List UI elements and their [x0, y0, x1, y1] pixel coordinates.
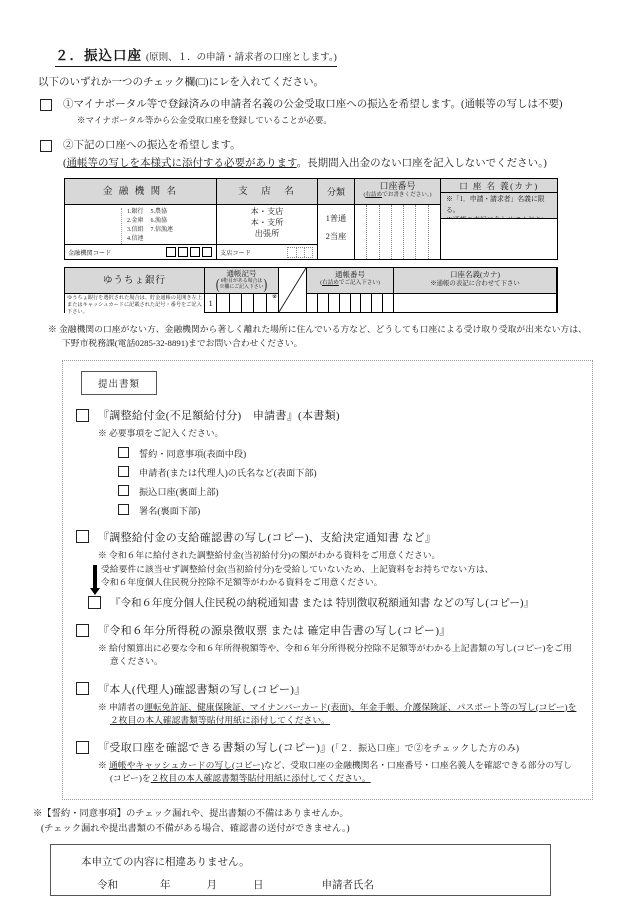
- option1-label: ①マイナポータル等で登録済みの申請者名義の公金受取口座への振込を希望します。(通帳等の写しは不要): [63, 99, 563, 110]
- option2-note-open: (: [63, 158, 67, 170]
- intro-text: 以下のいずれか一つのチェック欄(□)にレを入れてください。: [38, 77, 325, 88]
- digit-cell[interactable]: [317, 294, 328, 312]
- digit-cell[interactable]: [428, 205, 440, 259]
- branch-name-column: [217, 179, 318, 259]
- document-item-1: [75, 407, 580, 516]
- digit-cell[interactable]: [339, 294, 350, 312]
- digit-cell[interactable]: [178, 247, 188, 257]
- digit-cell[interactable]: [366, 205, 378, 259]
- yucho-number-note: (右詰めでご記入下さい): [320, 280, 380, 287]
- yucho-holder-header: [394, 268, 556, 294]
- yucho-table: [64, 267, 558, 316]
- item5-title: 『受取口座を確認できる書類の写し(コピー)』(「２．振込口座」で②をチェックした方のみ): [98, 742, 520, 755]
- holder-name-header: 口 座 名 義(カナ): [441, 179, 557, 193]
- item3-checkbox[interactable]: [76, 624, 89, 637]
- yucho-symbol-header: [205, 268, 278, 294]
- item2-note1: ※ 令和６年に給付された調整給付金(当初給付分)の額がわかる資料をご用意ください。: [98, 549, 441, 560]
- digit-cell[interactable]: [328, 294, 339, 312]
- document-item-4: [75, 681, 580, 727]
- branch-code-boxes: [287, 247, 313, 258]
- bank-type-item: 6.漁協: [150, 218, 168, 225]
- yucho-bank-header: ゆうちょ銀行: [65, 268, 204, 294]
- yucho-symbol-note-lines: 6桁目がある場合は ※欄にご記入下さい: [219, 279, 264, 291]
- digit-cell[interactable]: [216, 294, 228, 312]
- item1-sub1-label: 誓約・同意事項(表面中段): [139, 448, 247, 459]
- yucho-bank-column: [65, 268, 205, 316]
- digit-cell[interactable]: [379, 205, 391, 259]
- digit-cell[interactable]: [350, 294, 361, 312]
- item1-sub-row: [118, 465, 580, 479]
- item1-sub-row: [118, 484, 580, 498]
- option2-row: [40, 139, 630, 153]
- bank-type-item: 2.金庫: [127, 218, 144, 225]
- document-item-5: [75, 739, 580, 785]
- item4-title: 『本人(代理人)確認書類の写し(コピー)』: [98, 683, 306, 696]
- branch-name-header: 支 店 名: [217, 179, 317, 205]
- account-type-header: 分類: [318, 179, 354, 205]
- item2-title-row: [76, 529, 580, 545]
- item5-note-mid: など、受取口座の金融機関名・口座番号・口座名義人を確認できる部分の写し(コピー)を: [110, 760, 572, 784]
- account-type-cell[interactable]: [318, 205, 354, 259]
- bank-type-item: 7.信漁連: [150, 227, 174, 234]
- yucho-holder-cell[interactable]: [394, 294, 556, 312]
- bank-code-boxes: [166, 247, 216, 257]
- account-number-column: [355, 179, 441, 259]
- yucho-holder-column: [394, 268, 557, 312]
- item2-note2-line1: 受給要件に該当せず調整給付金(当初給付分)を受給していないため、上記資料をお持ちでない方は、: [101, 563, 494, 574]
- option1-row: [40, 98, 630, 112]
- final-check-note-line2: (チェック漏れや提出書類の不備がある場合、確認書の送付ができません。): [41, 823, 350, 834]
- bank-code-label: 金融機関コード: [68, 249, 112, 257]
- digit-cell[interactable]: [190, 247, 200, 257]
- final-check-note: [33, 807, 630, 836]
- item3-title-row: [76, 622, 580, 638]
- digit-cell[interactable]: [288, 248, 296, 257]
- item2-checkbox[interactable]: [76, 530, 89, 543]
- holder-name-note1: ※「1．申請・請求者」名義に限る。: [446, 196, 545, 214]
- month-label: 月: [206, 880, 217, 892]
- digit-cell[interactable]: [166, 247, 176, 257]
- down-arrow-icon: [93, 565, 97, 588]
- digit-cell[interactable]: [307, 294, 317, 312]
- section-title: [55, 44, 337, 67]
- section-title-row: [55, 44, 630, 67]
- yucho-number-column: [307, 268, 394, 312]
- branch-code-row: [217, 244, 317, 259]
- item1-checkbox[interactable]: [76, 409, 89, 422]
- item5-title-row: [76, 739, 580, 755]
- digit-cell[interactable]: [296, 248, 304, 257]
- option2-note-underlined: 通帳等の写しを本様式に添付する必要があります: [66, 158, 297, 170]
- section-title-note: (原則、１．の申請・請求者の口座とします。): [146, 53, 337, 63]
- item1-title-row: [76, 407, 580, 423]
- day-label: 日: [253, 880, 264, 892]
- no-account-note-line2: 下野市税務課(電話0285-32-8891)までお問い合わせください。: [62, 338, 303, 349]
- digit-cell[interactable]: [304, 248, 312, 257]
- item1-sub3-checkbox[interactable]: [118, 485, 129, 496]
- date-signature-line: [97, 877, 550, 892]
- yucho-symbol-column: [205, 268, 279, 312]
- no-account-note: [48, 322, 630, 350]
- bank-type-list-right: [151, 208, 174, 244]
- option2-checkbox[interactable]: [40, 140, 52, 152]
- branch-name-cell[interactable]: [217, 205, 317, 259]
- item5-note-prefix: ※: [98, 760, 109, 771]
- item1-sub3-label: 振込口座(裏面上部): [139, 486, 219, 497]
- holder-name-notes: [441, 193, 557, 219]
- item1-sub2-checkbox[interactable]: [118, 466, 129, 477]
- option1-checkbox[interactable]: [40, 99, 52, 111]
- item1-sub2-label: 申請者(または代理人)の氏名など(表面下部): [139, 467, 317, 478]
- item3-note: ※ 給付額算出に必要な令和６年所得税額等や、令和６年分所得税分控除不足額等がわかる上記書類の写し(コピー)をご用意ください。: [98, 643, 572, 667]
- branch-type-line: 本・支店: [250, 207, 284, 217]
- symbol-prefill-cell: 1: [208, 298, 213, 309]
- digit-cell[interactable]: [355, 205, 366, 259]
- item1-note: ※ 必要事項をご記入ください。: [98, 428, 224, 439]
- yucho-holder-title: 口座名義(カナ): [450, 270, 500, 280]
- option2-label: ②下記の口座への振込を希望します。: [63, 139, 241, 151]
- yucho-number-header: [307, 268, 393, 294]
- section-title-text: ２．振込口座: [55, 48, 142, 63]
- declaration-text: 本申立ての内容に相違ありません。: [81, 857, 250, 869]
- account-number-header: [355, 179, 440, 205]
- item4-title-row: [76, 681, 580, 697]
- item1-title: 『調整給付金(不足額給付分) 申請書』(本書類): [98, 410, 340, 423]
- item2-title: 『調整給付金の支給確認書の写し(コピー)、支給決定通知書 など』: [98, 531, 437, 544]
- yucho-diagonal-column: [279, 268, 307, 312]
- item5-note: [98, 759, 580, 785]
- bracket-close: ): [263, 277, 268, 294]
- yucho-symbol-note: [205, 278, 278, 292]
- applicant-name-label: 申請者氏名: [321, 880, 374, 892]
- digit-cell[interactable]: [382, 294, 393, 312]
- bank-name-header: 金 融 機 関 名: [65, 179, 216, 205]
- bank-type-list: [121, 208, 173, 244]
- documents-box-label: 提出書類: [81, 371, 157, 395]
- no-account-note-line1: ※ 金融機関の口座がない方、金融機関から著しく離れた場所に住んでいる方など、どうしても口座による受け取り受取が出来ない方は、: [48, 324, 587, 335]
- item1-sub1-checkbox[interactable]: [118, 447, 129, 458]
- bank-type-item: 5.農協: [150, 209, 168, 216]
- document-item-2: [75, 529, 580, 611]
- yucho-number-title: 通帳番号: [335, 270, 365, 280]
- item3-title: 『令和６年分所得税の源泉徴収票 または 確定申告書の写し(コピー)』: [98, 625, 451, 638]
- item4-note-prefix: ※ 申請者の: [98, 701, 145, 712]
- digit-cell[interactable]: [391, 205, 403, 259]
- option2-note-rest: 。長期間入出金のない口座を記入しないでください。): [296, 158, 547, 170]
- item2-note2: [94, 563, 580, 589]
- account-type-option[interactable]: 2当座: [325, 231, 347, 241]
- item4-note: [98, 701, 580, 727]
- item1-sub4-checkbox[interactable]: [118, 504, 129, 515]
- yucho-symbol-title: 通帳記号: [226, 269, 257, 279]
- item5-checkbox[interactable]: [76, 741, 89, 754]
- documents-box: [62, 360, 593, 800]
- account-number-title: 口座番号: [379, 181, 416, 192]
- item1-sub-row: [118, 503, 580, 517]
- holder-name-cell[interactable]: [441, 219, 557, 259]
- branch-type-line: 出張所: [254, 228, 280, 238]
- branch-type-line: 本・支所: [250, 217, 284, 227]
- item1-sub-row: [118, 446, 580, 460]
- bank-type-item: 1.銀行: [127, 209, 144, 216]
- account-type-column: [318, 179, 355, 259]
- final-check-note-line1: ※【誓約・同意事項】のチェック漏れや、提出書類の不備はありませんか。: [33, 809, 349, 820]
- bank-account-table: [64, 178, 558, 260]
- item4-note-underlined: 運転免許証、健康保険証、マイナンバーカード(表面)、年金手帳、介護保険証、パスポート等の写し(コピー)を２枚目の本人確認書類等貼付用紙に添付してください。: [110, 701, 577, 725]
- digit-cell[interactable]: [229, 294, 241, 312]
- item2-sub-label: 『令和６年度分個人住民税の納税通知書 または 特別徴収税額通知書 などの写し(コピー)』: [110, 598, 534, 610]
- bank-name-column: [65, 179, 217, 259]
- star-mark: ※: [271, 294, 277, 301]
- bank-type-item: 3.信組: [127, 227, 144, 234]
- account-number-cells: [355, 205, 440, 259]
- item2-nested-row: [88, 595, 580, 610]
- branch-type-lines: [217, 205, 317, 239]
- year-label: 年: [160, 880, 171, 892]
- item4-checkbox[interactable]: [76, 682, 89, 695]
- digit-cell[interactable]: [403, 205, 415, 259]
- era-label: 令和: [97, 880, 118, 892]
- symbol-star-cell[interactable]: [266, 294, 278, 312]
- document-item-3: [75, 622, 580, 668]
- option1-note: ※マイナポータル等から公金受取口座を登録していることが必要。: [77, 114, 332, 125]
- option2-note: [63, 155, 630, 170]
- digit-cell[interactable]: [202, 247, 212, 257]
- yucho-holder-note: ※通帳の表記に合わせて下さい: [430, 280, 520, 288]
- bank-type-item: 4.信連: [127, 236, 144, 243]
- declaration-box: [50, 844, 551, 896]
- digit-cell[interactable]: [415, 205, 427, 259]
- digit-cell[interactable]: [241, 294, 253, 312]
- yucho-symbol-cells: [205, 294, 278, 312]
- diagonal-cell: [279, 268, 306, 312]
- bank-name-cell[interactable]: [65, 205, 216, 259]
- item5-title-suffix: (「２．振込口座」で②をチェックした方のみ): [331, 743, 520, 754]
- yucho-left-note: ゆうちょ銀行を選択された場合は、貯金通帳の見開き左上またはキャッシュカードに記載された記号・番号をご記入下さい。: [65, 294, 204, 317]
- diagonal-line-icon: [279, 268, 306, 312]
- digit-cell[interactable]: [253, 294, 265, 312]
- account-type-option[interactable]: 1普通: [325, 213, 347, 223]
- bracket-open: (: [215, 277, 220, 294]
- item2-note2-line2: 令和６年度個人住民税分控除不足額等がわかる資料をご用意ください。: [101, 576, 383, 587]
- item5-note-underlined1: 通帳やキャッシュカードの写し(コピー): [109, 760, 264, 771]
- branch-code-label: 支店コード: [220, 249, 251, 257]
- digit-cell[interactable]: [360, 294, 371, 312]
- digit-cell[interactable]: [371, 294, 382, 312]
- item2-sub-checkbox[interactable]: [88, 596, 101, 609]
- item5-note-underlined2: ２枚目の本人確認書類等貼付用紙に添付してください。: [150, 773, 371, 784]
- holder-name-column: [441, 179, 557, 259]
- item1-sub4-label: 署名(裏面下部): [139, 505, 201, 516]
- account-number-note: (右詰めでお書きください。): [363, 191, 432, 198]
- yucho-number-cells: [307, 294, 393, 312]
- bank-code-row: [65, 244, 216, 259]
- bank-type-list-left: [127, 208, 144, 244]
